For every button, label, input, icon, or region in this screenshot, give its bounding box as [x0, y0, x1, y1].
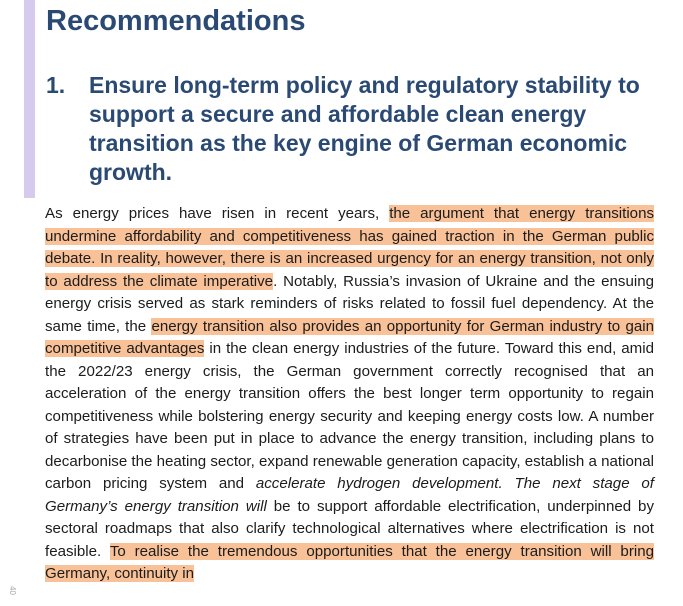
- highlighted-text: To realise the tremendous opportunities that the energy transition will bring Germany, continuity in: [45, 542, 654, 582]
- section-side-bar: [24, 0, 35, 198]
- recommendation-heading: [46, 71, 666, 187]
- text-segment: be to support affordable electrification, underpinned by sectoral roadmaps that also clarify technological alternatives where electrification is not feasible.: [45, 497, 655, 560]
- text-segment: As energy prices have risen in recent years,: [45, 205, 390, 222]
- italic-text: accelerate hydrogen development. The next stage of Germany’s energy transition will: [45, 475, 654, 515]
- recommendation-number: 1.: [46, 72, 66, 98]
- body-paragraph: [45, 203, 654, 586]
- page-title: Recommendations: [46, 5, 306, 37]
- page-number: 40: [8, 586, 17, 595]
- highlighted-text: the argument that energy transitions undermine affordability and competitiveness has gained traction in the German public debate. In reality, however, there is an increased urgency for an energy transition, not only to address the climate imperative: [45, 205, 655, 290]
- recommendation-text: Ensure long-term policy and regulatory stability to support a secure and affordable clean energy transition as the key engine of German economic growth.: [89, 72, 640, 185]
- highlighted-text: energy transition also provides an opportunity for German industry to gain competitive advantages: [45, 317, 654, 357]
- text-segment: in the clean energy industries of the future. Toward this end, amid the 2022/23 energy crisis, the German government correctly recognised that an acceleration of the energy transition offers the best longer term opportunity to regain competitiveness while bolstering energy security and keeping energy costs low. A number of strategies have been put in place to advance the energy transition, including plans to decarbonise the heating sector, expand renewable generation capacity, establish a national carbon pricing system and: [45, 340, 654, 492]
- text-segment: . Notably, Russia’s invasion of Ukraine and the ensuing energy crisis served as stark reminders of risks related to fossil fuel dependency. At the same time, the: [45, 272, 654, 335]
